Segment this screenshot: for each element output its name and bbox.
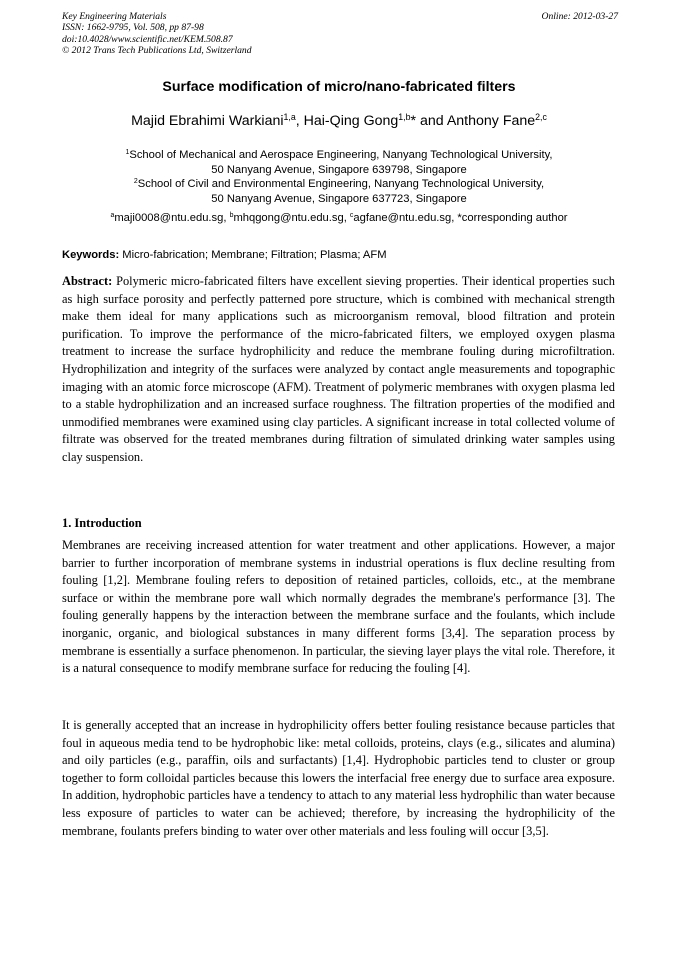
paper-title: Surface modification of micro/nano-fabricated filters: [162, 79, 516, 95]
author-separator: ,: [295, 113, 304, 129]
email-text: agfane@ntu.edu.sg, *corresponding author: [353, 212, 568, 224]
body-paragraph: It is generally accepted that an increase in hydrophilicity offers better fouling resistance because particles that foul in aqueous media tend to be hydrophobic like: metal colloids, proteins, clays (e.g., silicates and alumina) and oily particles (e.g., paraffin, oils and surfactants) [1,4]. Hydrophobic particles tend to cluster or group together to form colloidal particles because this lowers the interfacial free energy due to surface area exposure. In addition, hydrophobic particles have a tendency to attach to any material less hydrophilic than water because less exposure of particles to water can be achieved; therefore, by increasing the hydrophilicity of the membrane, foulants prefers binding to water over other materials and less fouling will occur [3,5].: [62, 718, 615, 838]
affiliation-text: School of Mechanical and Aerospace Engineering, Nanyang Technological University,: [129, 149, 553, 161]
author-name: Hai-Qing Gong: [303, 113, 399, 129]
author-affiliation-mark: 1,b: [398, 112, 411, 123]
section-heading: 1. Introduction: [62, 516, 142, 530]
author-name: Anthony Fane: [446, 113, 536, 129]
affiliation-line: 50 Nanyang Avenue, Singapore 637723, Singapore: [211, 192, 467, 205]
email-text: maji0008@ntu.edu.sg,: [114, 212, 230, 224]
email-mark: c: [349, 212, 354, 220]
affiliation-line: 50 Nanyang Avenue, Singapore 639798, Singapore: [211, 163, 467, 176]
affiliation-mark: 1: [125, 149, 130, 157]
keywords: [62, 249, 618, 261]
author-emails: [0, 212, 678, 224]
email-mark: b: [229, 212, 234, 220]
author-list: [0, 113, 678, 129]
affiliation-line: [0, 177, 678, 192]
email-mark: a: [110, 212, 115, 220]
online-date: Online: 2012-03-27: [541, 11, 618, 22]
email-text: mhqgong@ntu.edu.sg,: [233, 212, 350, 224]
author-separator: * and: [410, 113, 447, 129]
affiliation-line: [0, 148, 678, 163]
abstract: [62, 273, 615, 467]
journal-header: [62, 11, 618, 57]
author-name: Majid Ebrahimi Warkiani: [131, 113, 284, 129]
affiliation-text: School of Civil and Environmental Engineering, Nanyang Technological University,: [137, 178, 545, 191]
affiliation-mark: 2: [133, 178, 138, 186]
doi-line: doi:10.4028/www.scientific.net/KEM.508.87: [62, 33, 233, 45]
keywords-text: Micro-fabrication; Membrane; Filtration; Plasma; AFM: [119, 249, 387, 261]
keywords-label: Keywords:: [62, 249, 120, 261]
issn-line: ISSN: 1662-9795, Vol. 508, pp 87-98: [62, 22, 204, 34]
abstract-text: Polymeric micro-fabricated filters have excellent sieving properties. Their identical properties such as high surface porosity and perfectly patterned pore structure, which is combined with mechanical strength make them ideal for many applications such as microorganism removal, blood filtration and protein purification. To improve the performance of the micro-fabricated filters, we employed oxygen plasma treatment to increase the surface hydrophilicity and reduce the membrane fouling during microfiltration. Hydrophilization and integrity of the surfaces were analyzed by contact angle measurements and topographic imaging with an atomic force microscope (AFM). Treatment of polymeric membranes with oxygen plasma led to a stable hydrophilization and an increased surface roughness. The filtration properties of the modified and unmodified membranes were examined using clay particles. A significant increase in total collected volume of filtrate was observed for the treated membranes during filtration of simulated drinking water samples using clay suspension.: [62, 274, 615, 464]
author-affiliation-mark: 2,c: [535, 112, 547, 123]
abstract-label: Abstract:: [62, 274, 113, 288]
copyright-line: © 2012 Trans Tech Publications Ltd, Switzerland: [62, 45, 252, 57]
journal-name: Key Engineering Materials: [62, 11, 167, 22]
affiliations: [0, 148, 678, 206]
body-paragraph: Membranes are receiving increased attention for water treatment and other applications. However, a major barrier to further incorporation of membrane systems in industrial operations is flux decline resulting from fouling [1,2]. Membrane fouling refers to deposition of retained particles, colloids, etc., at the membrane surface or within the membrane pore wall which normally degrades the membrane's performance [3]. The fouling generally happens by the interaction between the membrane surface and the foulants, which include inorganic, organic, and biological substances in many different forms [3,4]. The separation process by membrane is essentially a surface phenomenon. In particular, the sieving layer plays the vital role. Therefore, it is a natural consequence to modify membrane surface for reducing the fouling [4].: [62, 538, 615, 676]
author-affiliation-mark: 1,a: [283, 112, 296, 123]
